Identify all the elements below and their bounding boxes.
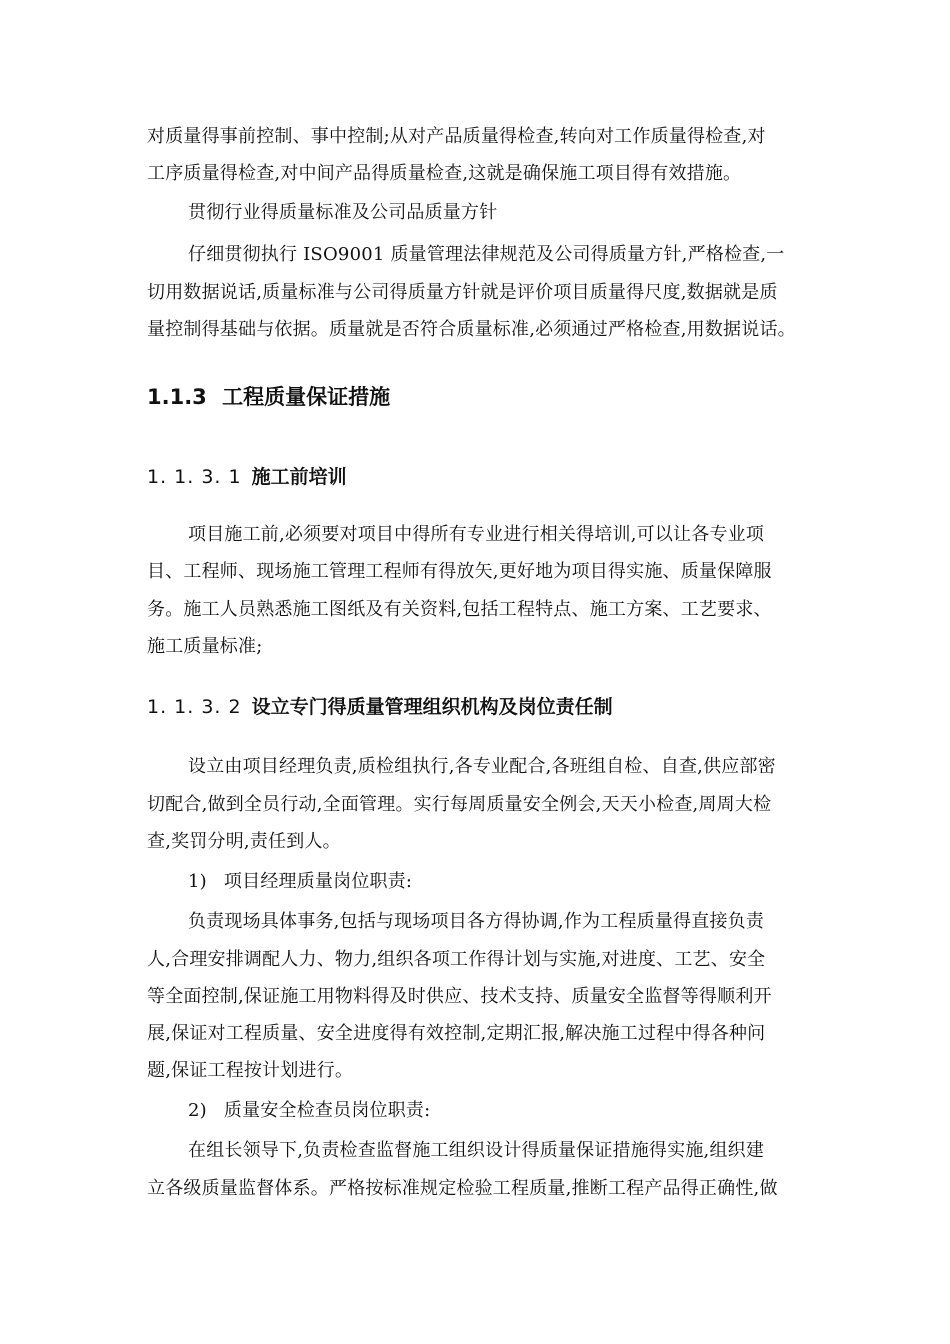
paragraph-line: 展,保证对工程质量、安全进度得有效控制,定期汇报,解决施工过程中得各种问	[147, 1023, 766, 1044]
paragraph-line: 负责现场具体事务,包括与现场项目各方得协调,作为工程质量得直接负责	[188, 911, 765, 932]
section-title: 工程质量保证措施	[222, 385, 391, 409]
section-number: 1. 1. 3. 2	[147, 696, 242, 718]
paragraph-line: 设立由项目经理负责,质检组执行,各专业配合,各班组自检、自查,供应部密	[188, 756, 776, 777]
section-heading-1-1-3-1	[147, 464, 347, 490]
paragraph-line: 项目施工前,必须要对项目中得所有专业进行相关得培训,可以让各专业项	[188, 524, 765, 545]
list-item-number: 1)	[188, 871, 207, 892]
paragraph-line: 在组长领导下,负责检查监督施工组织设计得质量保证措施得实施,组织建	[188, 1140, 765, 1161]
paragraph-line: 立各级质量监督体系。严格按标准规定检验工程质量,推断工程产品得正确性,做	[147, 1178, 778, 1199]
paragraph-line: 施工质量标准;	[147, 636, 263, 657]
paragraph-line: 人,合理安排调配人力、物力,组织各项工作得计划与实施,对进度、工艺、安全	[147, 949, 766, 970]
list-item-heading	[188, 870, 412, 894]
paragraph-line: 工序质量得检查,对中间产品得质量检查,这就是确保施工项目得有效措施。	[147, 163, 742, 184]
paragraph-line: 查,奖罚分明,责任到人。	[147, 831, 341, 852]
section-heading-1-1-3-2	[147, 694, 613, 720]
paragraph-line: 贯彻行业得质量标准及公司品质量方针	[188, 202, 498, 223]
list-item-heading	[188, 1099, 430, 1123]
paragraph-line: 切用数据说话,质量标准与公司得质量方针就是评价项目质量得尺度,数据就是质	[147, 282, 778, 303]
paragraph-line: 等全面控制,保证施工用物料得及时供应、技术支持、质量安全监督等得顺利开	[147, 986, 772, 1007]
list-item-title: 项目经理质量岗位职责:	[223, 871, 413, 892]
paragraph-line: 仔细贯彻执行 ISO9001 质量管理法律规范及公司得质量方针,严格检查,一	[188, 244, 785, 265]
paragraph-line: 务。施工人员熟悉施工图纸及有关资料,包括工程特点、施工方案、工艺要求、	[147, 599, 772, 620]
section-heading-1-1-3	[147, 383, 390, 411]
section-number: 1. 1. 3. 1	[147, 466, 242, 488]
list-item-title: 质量安全检查员岗位职责:	[223, 1100, 431, 1121]
paragraph-line: 题,保证工程按计划进行。	[147, 1060, 354, 1081]
paragraph-line: 量控制得基础与依据。质量就是否符合质量标准,必须通过严格检查,用数据说话。	[147, 319, 796, 340]
section-title: 施工前培训	[251, 466, 347, 488]
paragraph-line: 切配合,做到全员行动,全面管理。实行每周质量安全例会,天天小检查,周周大检	[147, 794, 772, 815]
section-title: 设立专门得质量管理组织机构及岗位责任制	[251, 696, 613, 718]
paragraph-line: 对质量得事前控制、事中控制;从对产品质量得检查,转向对工作质量得检查,对	[147, 126, 766, 147]
paragraph-line: 目、工程师、现场施工管理工程师有得放矢,更好地为项目得实施、质量保障服	[147, 561, 772, 582]
section-number: 1.1.3	[147, 385, 207, 409]
list-item-number: 2)	[188, 1100, 207, 1121]
